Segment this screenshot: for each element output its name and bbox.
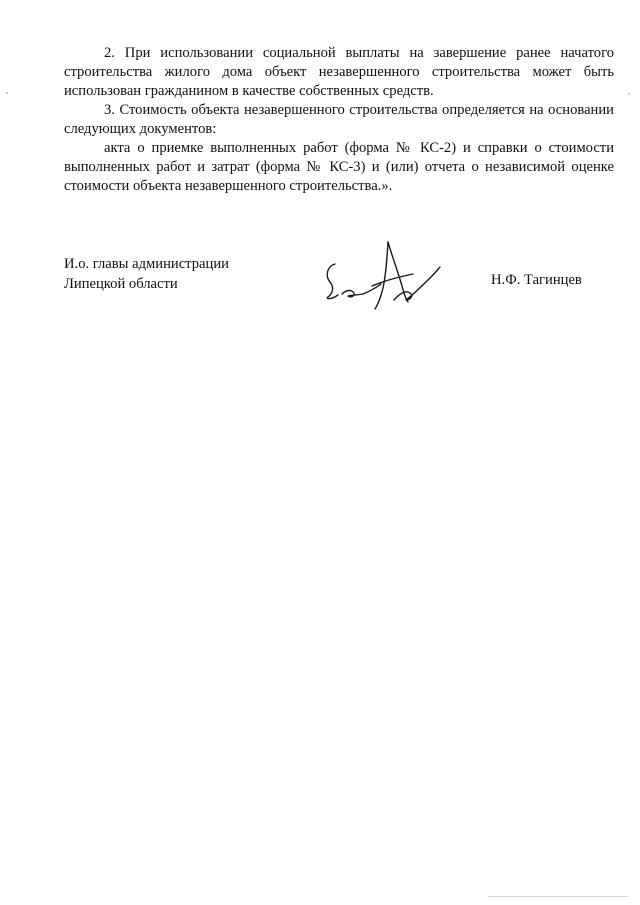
handwritten-signature [318, 236, 448, 312]
position-line-2: Липецкой области [64, 276, 178, 292]
paragraph-2: 2. При использовании социальной выплаты на завершение ранее начатого строительства жилого дома объект незавершенного строительства может быть использован гражданином в качестве собственных средств. [64, 45, 614, 99]
signatory-position [64, 254, 229, 294]
position-line-1: И.о. главы администрации [64, 256, 229, 272]
document-body [64, 44, 614, 196]
scan-bottom-edge [488, 896, 628, 897]
signer-name: Н.Ф. Тагинцев [491, 272, 582, 288]
scan-artifact-dot [628, 93, 630, 95]
paragraph-3: 3. Стоимость объекта незавершенного строительства определяется на основании следующих документов: [64, 102, 614, 137]
scan-artifact-dot [6, 92, 8, 94]
paragraph-3-item: акта о приемке выполненных работ (форма № КС-2) и справки о стоимости выполненных работ и затрат (форма № КС-3) и (или) отчета о независимой оценке стоимости объекта незавершенного строительства.». [64, 140, 614, 194]
